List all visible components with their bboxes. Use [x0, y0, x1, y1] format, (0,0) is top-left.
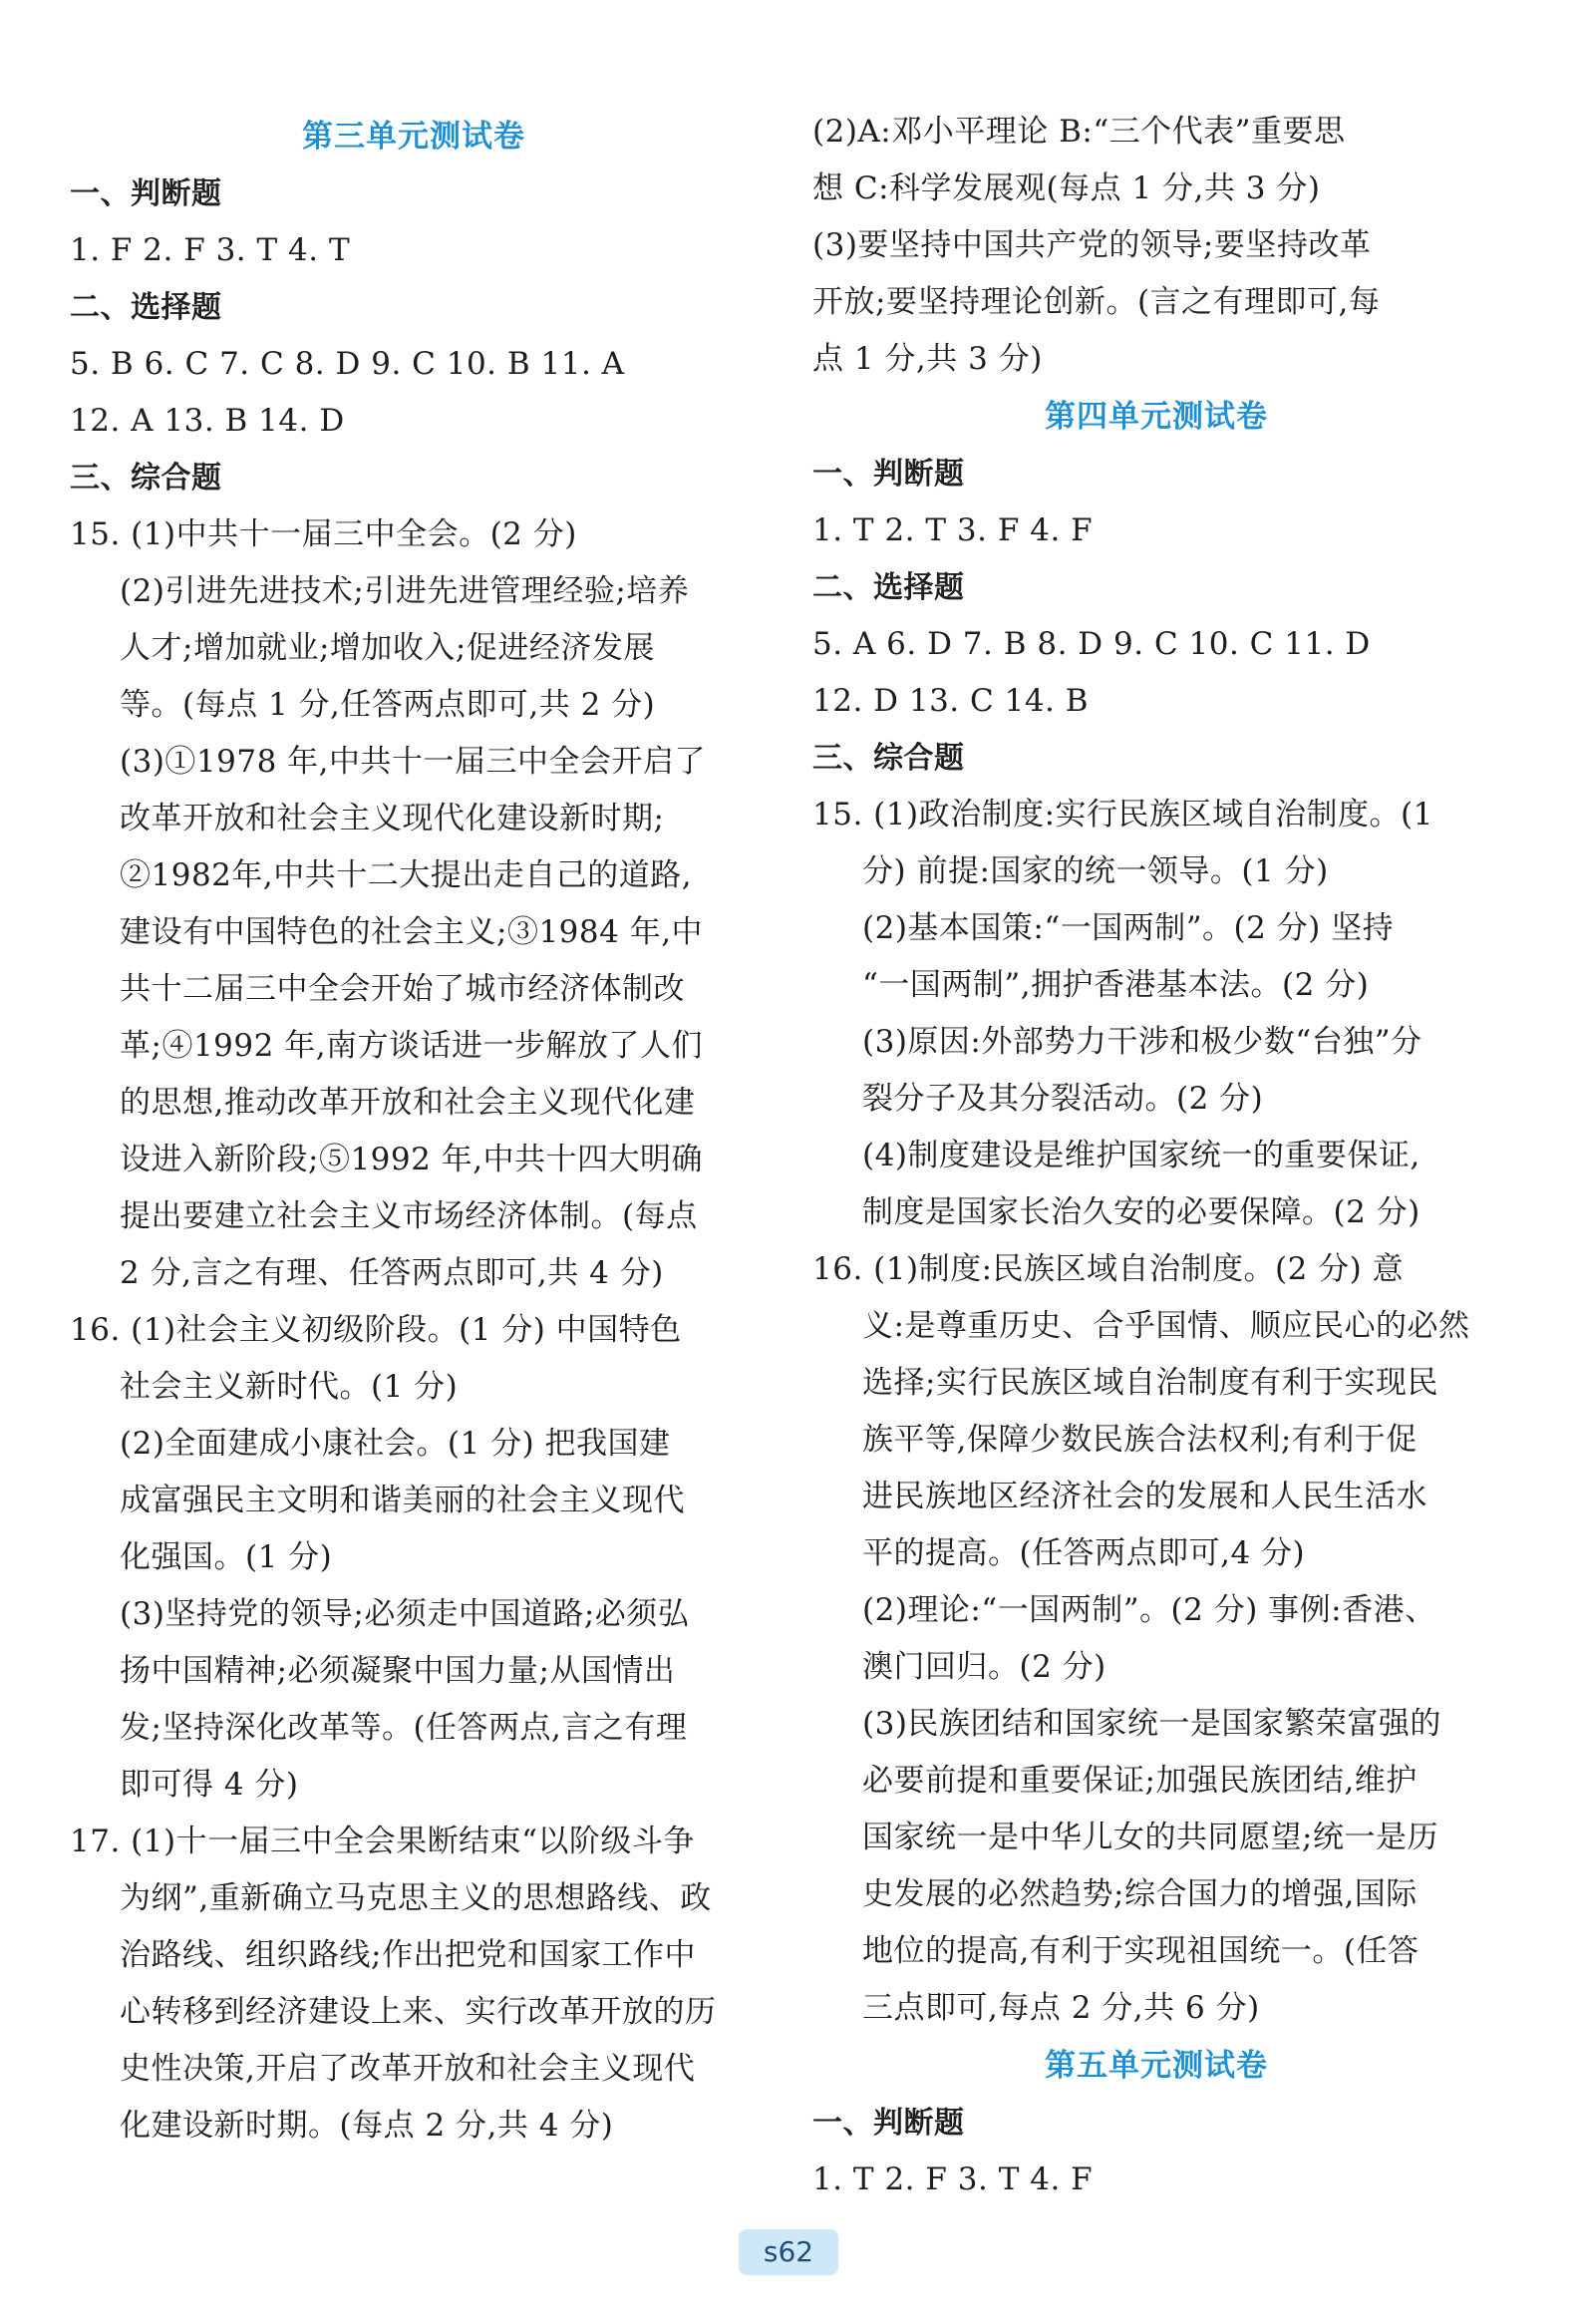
answer-line: 共十二届三中全会开始了城市经济体制改 [120, 971, 685, 1007]
answer-line: 开放;要坚持理论创新。(言之有理即可,每 [812, 284, 1381, 320]
answer-line: 2 分,言之有理、任答两点即可,共 4 分) [120, 1255, 664, 1291]
answer-line: 12. D 13. C 14. B [812, 683, 1090, 719]
answer-line: 史性决策,开启了改革开放和社会主义现代 [120, 2051, 696, 2087]
answer-line: 12. A 13. B 14. D [70, 403, 345, 439]
answer-line: (2)引进先进技术;引进先进管理经验;培养 [120, 573, 690, 609]
question-type-heading: 三、综合题 [812, 741, 965, 776]
answer-line: 点 1 分,共 3 分) [812, 341, 1043, 377]
answer-line: 16. (1)制度:民族区域自治制度。(2 分) 意 [812, 1251, 1405, 1287]
right-column [812, 104, 1500, 2208]
unit5-answer-lines [812, 2095, 1500, 2208]
answer-line: “一国两制”,拥护香港基本法。(2 分) [862, 967, 1370, 1003]
answer-line: (3)民族团结和国家统一是国家繁荣富强的 [862, 1706, 1441, 1742]
answer-line: 制度是国家长治久安的必要保障。(2 分) [862, 1194, 1420, 1230]
unit3-continued-lines [812, 104, 1500, 388]
question-type-heading: 一、判断题 [812, 2106, 965, 2141]
answer-line: (3)①1978 年,中共十一届三中全会开启了 [120, 744, 707, 780]
answer-line: 15. (1)中共十一届三中全会。(2 分) [70, 516, 577, 552]
section-title-unit3: 第三单元测试卷 [302, 119, 525, 155]
answer-line: 心转移到经济建设上来、实行改革开放的历 [120, 1994, 717, 2030]
answer-line: 国家统一是中华儿女的共同愿望;统一是历 [862, 1820, 1438, 1855]
answer-line: 平的提高。(任答两点即可,4 分) [862, 1535, 1306, 1571]
answer-line: 选择;实行民族区域自治制度有利于实现民 [862, 1365, 1438, 1401]
answer-line: 1. T 2. F 3. T 4. F [812, 2161, 1094, 2197]
question-type-heading: 二、选择题 [70, 290, 222, 325]
answer-line: 人才;增加就业;增加收入;促进经济发展 [120, 630, 655, 666]
answer-line: 建设有中国特色的社会主义;③1984 年,中 [120, 914, 704, 950]
answer-line: (2)A:邓小平理论 B:“三个代表”重要思 [812, 114, 1346, 150]
answer-line: 的思想,推动改革开放和社会主义现代化建 [120, 1085, 696, 1121]
answer-line: 17. (1)十一届三中全会果断结束“以阶级斗争 [70, 1824, 695, 1859]
answer-line: 义:是尊重历史、合乎国情、顺应民心的必然 [862, 1308, 1470, 1344]
answer-line: ②1982年,中共十二大提出走自己的道路, [120, 857, 693, 893]
answer-line: 地位的提高,有利于实现祖国统一。(任答 [862, 1933, 1419, 1969]
question-type-heading: 一、判断题 [812, 457, 965, 492]
answer-line: 设进入新阶段;⑤1992 年,中共十四大明确 [120, 1142, 704, 1177]
answer-line: 史发展的必然趋势;综合国力的增强,国际 [862, 1876, 1418, 1912]
answer-line: (2)基本国策:“一国两制”。(2 分) 坚持 [862, 910, 1395, 946]
answer-line: 1. T 2. T 3. F 4. F [812, 512, 1094, 548]
answer-line: 社会主义新时代。(1 分) [120, 1369, 459, 1405]
answer-line: 即可得 4 分) [120, 1767, 299, 1803]
section-title-unit5: 第五单元测试卷 [1045, 2048, 1268, 2084]
answer-line: 澳门回归。(2 分) [862, 1649, 1106, 1685]
answer-line: 15. (1)政治制度:实行民族区域自治制度。(1 [812, 797, 1433, 832]
question-type-heading: 二、选择题 [812, 570, 965, 605]
answer-line: 必要前提和重要保证;加强民族团结,维护 [862, 1763, 1418, 1799]
answer-line: 1. F 2. F 3. T 4. T [70, 232, 351, 268]
answer-line: 裂分子及其分裂活动。(2 分) [862, 1081, 1264, 1117]
answer-line: 5. B 6. C 7. C 8. D 9. C 10. B 11. A [70, 346, 625, 382]
page-number: s62 [739, 2229, 838, 2275]
answer-line: 化强国。(1 分) [120, 1539, 333, 1575]
answer-line: 化建设新时期。(每点 2 分,共 4 分) [120, 2108, 614, 2144]
question-type-heading: 三、综合题 [70, 461, 222, 496]
section-title-unit4: 第四单元测试卷 [1045, 399, 1268, 435]
answer-line: (3)坚持党的领导;必须走中国道路;必须弘 [120, 1596, 690, 1632]
answer-line: 成富强民主文明和谐美丽的社会主义现代 [120, 1483, 685, 1518]
answer-line: 16. (1)社会主义初级阶段。(1 分) 中国特色 [70, 1312, 682, 1348]
answer-line: (3)原因:外部势力干涉和极少数“台独”分 [862, 1024, 1422, 1060]
answer-line: (3)要坚持中国共产党的领导;要坚持改革 [812, 227, 1372, 263]
left-column [70, 108, 758, 2155]
answer-line: 5. A 6. D 7. B 8. D 9. C 10. C 11. D [812, 626, 1371, 662]
answer-line: 改革开放和社会主义现代化建设新时期; [120, 801, 665, 836]
answer-line: (2)全面建成小康社会。(1 分) 把我国建 [120, 1426, 671, 1462]
answer-line: 为纲”,重新确立马克思主义的思想路线、政 [120, 1880, 712, 1916]
answer-line: (4)制度建设是维护国家统一的重要保证, [862, 1138, 1420, 1173]
answer-line: 扬中国精神;必须凝聚中国力量;从国情出 [120, 1653, 676, 1689]
answer-line: 治路线、组织路线;作出把党和国家工作中 [120, 1937, 696, 1973]
answer-line: (2)理论:“一国两制”。(2 分) 事例:香港、 [862, 1592, 1436, 1628]
left-answer-lines [70, 166, 758, 2155]
answer-line: 想 C:科学发展观(每点 1 分,共 3 分) [812, 170, 1321, 206]
unit4-answer-lines [812, 446, 1500, 2037]
question-type-heading: 一、判断题 [70, 176, 222, 211]
answer-line: 等。(每点 1 分,任答两点即可,共 2 分) [120, 687, 656, 723]
answer-line: 族平等,保障少数民族合法权利;有利于促 [862, 1422, 1418, 1458]
answer-line: 三点即可,每点 2 分,共 6 分) [862, 1990, 1260, 2026]
answer-line: 革;④1992 年,南方谈话进一步解放了人们 [120, 1028, 704, 1064]
answer-line: 进民族地区经济社会的发展和人民生活水 [862, 1479, 1427, 1514]
answer-line: 发;坚持深化改革等。(任答两点,言之有理 [120, 1710, 688, 1746]
answer-line: 提出要建立社会主义市场经济体制。(每点 [120, 1198, 698, 1234]
answer-line: 分) 前提:国家的统一领导。(1 分) [862, 853, 1329, 889]
